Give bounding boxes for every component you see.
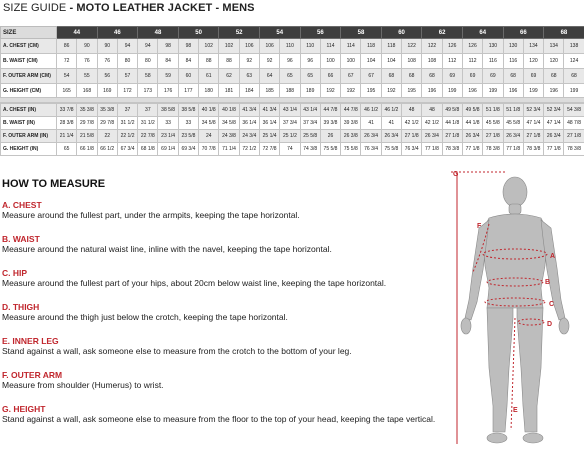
section-text: Measure from shoulder (Humerus) to wrist. <box>2 380 164 390</box>
table-cell: 67 <box>341 69 361 84</box>
table-cell: 49 5/8 <box>442 104 462 117</box>
table-cell: 36 1/4 <box>259 117 279 130</box>
table-cell: 39 3/8 <box>341 117 361 130</box>
table-cell: 120 <box>523 54 543 69</box>
table-cell: 77 1/8 <box>462 143 482 156</box>
table-cell: 26 3/4 <box>503 130 523 143</box>
page-title <box>3 2 255 14</box>
table-cell: 54 <box>57 69 77 84</box>
table-cell: 192 <box>381 84 401 99</box>
table-cell: 199 <box>442 84 462 99</box>
table-cell: 110 <box>300 39 320 54</box>
table-cell: 122 <box>422 39 442 54</box>
table-cell: 40 1/8 <box>199 104 219 117</box>
table-cell: 44 1/8 <box>462 117 482 130</box>
table-cell: 185 <box>259 84 279 99</box>
table-cell: 37 3/4 <box>280 117 300 130</box>
section-text: Measure around the thigh just below the crotch, keeping the tape horizontal. <box>2 312 288 322</box>
section-text: Measure around the natural waist line, inline with the navel, keeping the tape horizontal. <box>2 244 332 254</box>
table-cell: 44 7/8 <box>341 104 361 117</box>
table-cell: 68 <box>402 69 422 84</box>
table-cell: 65 <box>300 69 320 84</box>
table-cell: 130 <box>483 39 503 54</box>
table-cell: 130 <box>503 39 523 54</box>
table-cell: 70 7/8 <box>199 143 219 156</box>
table-cell: 68 1/8 <box>138 143 158 156</box>
table-cell: 45 5/8 <box>503 117 523 130</box>
size-header-cell: 66 <box>503 27 544 39</box>
table-cell: 116 <box>483 54 503 69</box>
section-thigh <box>2 302 288 323</box>
table-cell: 169 <box>97 84 117 99</box>
table-cell: 112 <box>462 54 482 69</box>
table-cell: 41 <box>361 117 381 130</box>
row-label: F. OUTER ARM (CM) <box>1 69 57 84</box>
table-cell: 59 <box>158 69 178 84</box>
how-to-measure-heading: HOW TO MEASURE <box>2 178 106 190</box>
table-cell: 36 1/4 <box>239 117 259 130</box>
size-header-cell: 50 <box>178 27 219 39</box>
table-cell: 68 <box>381 69 401 84</box>
table-cell: 61 <box>199 69 219 84</box>
table-cell: 55 <box>77 69 97 84</box>
table-cell: 41 <box>381 117 401 130</box>
table-cell: 31 1/2 <box>117 117 137 130</box>
table-cell: 76 3/4 <box>361 143 381 156</box>
section-chest <box>2 200 300 221</box>
table-cell: 31 1/2 <box>138 117 158 130</box>
table-cell: 94 <box>117 39 137 54</box>
size-header-row <box>1 27 584 39</box>
section-text: Stand against a wall, ask someone else to measure from the crotch to the bottom of your leg. <box>2 346 352 356</box>
table-cell: 84 <box>178 54 198 69</box>
table-cell: 90 <box>97 39 117 54</box>
table-cell: 120 <box>544 54 564 69</box>
table-cell: 114 <box>341 39 361 54</box>
table-cell: 80 <box>117 54 137 69</box>
marker-e: E <box>513 407 518 414</box>
size-header-cell: 68 <box>544 27 584 39</box>
table-cell: 96 <box>280 54 300 69</box>
marker-g: G <box>453 171 459 178</box>
table-cell: 69 3/4 <box>178 143 198 156</box>
table-cell: 21 5/8 <box>77 130 97 143</box>
table-cell: 25 5/8 <box>300 130 320 143</box>
table-cell: 42 1/2 <box>402 117 422 130</box>
table-cell: 69 <box>462 69 482 84</box>
table-cell: 27 1/8 <box>402 130 422 143</box>
section-heading: A. CHEST <box>2 200 42 210</box>
table-cell: 168 <box>77 84 97 99</box>
table-cell: 37 <box>117 104 137 117</box>
table-cell: 46 1/2 <box>381 104 401 117</box>
section-outer-arm <box>2 370 164 391</box>
table-cell: 67 3/4 <box>117 143 137 156</box>
table-cell: 108 <box>422 54 442 69</box>
section-heading: D. THIGH <box>2 302 40 312</box>
marker-c: C <box>549 301 555 308</box>
table-cell: 110 <box>280 39 300 54</box>
table-cell: 102 <box>219 39 239 54</box>
table-cell: 26 3/4 <box>544 130 564 143</box>
table-cell: 46 1/2 <box>361 104 381 117</box>
table-cell: 38 5/8 <box>158 104 178 117</box>
table-cell: 68 <box>564 69 584 84</box>
table-cell: 189 <box>300 84 320 99</box>
table-cell: 80 <box>138 54 158 69</box>
table-cell: 126 <box>442 39 462 54</box>
table-row <box>1 54 584 69</box>
table-cell: 122 <box>402 39 422 54</box>
table-cell: 35 3/8 <box>77 104 97 117</box>
table-cell: 94 <box>138 39 158 54</box>
table-cell: 63 <box>239 69 259 84</box>
table-cell: 47 1/4 <box>544 117 564 130</box>
table-cell: 65 <box>57 143 77 156</box>
table-cell: 60 <box>178 69 198 84</box>
table-cell: 199 <box>564 84 584 99</box>
table-cell: 27 1/8 <box>564 130 584 143</box>
table-cell: 76 <box>97 54 117 69</box>
body-silhouette <box>461 177 569 443</box>
title-prefix: SIZE GUIDE <box>3 2 67 14</box>
table-cell: 176 <box>158 84 178 99</box>
table-cell: 184 <box>239 84 259 99</box>
section-waist <box>2 234 332 255</box>
table-cell: 26 3/4 <box>462 130 482 143</box>
table-cell: 108 <box>402 54 422 69</box>
table-cell: 48 <box>402 104 422 117</box>
table-cell: 34 5/8 <box>199 117 219 130</box>
table-cell: 26 3/4 <box>422 130 442 143</box>
table-cell: 27 1/8 <box>442 130 462 143</box>
table-cell: 44 7/8 <box>320 104 340 117</box>
size-header-cell: 64 <box>462 27 503 39</box>
table-cell: 29 7/8 <box>77 117 97 130</box>
table-cell: 71 1/4 <box>219 143 239 156</box>
table-row <box>1 104 584 117</box>
table-cell: 104 <box>381 54 401 69</box>
table-cell: 22 <box>97 130 117 143</box>
table-cell: 77 1/8 <box>422 143 442 156</box>
table-cell: 196 <box>462 84 482 99</box>
table-cell: 41 3/4 <box>259 104 279 117</box>
section-text: Measure around the fullest part of your hips, about 20cm below waist line, keeping the tape horizontal. <box>2 278 387 288</box>
table-cell: 26 <box>320 130 340 143</box>
size-header-cell: 54 <box>259 27 300 39</box>
table-cell: 68 <box>503 69 523 84</box>
table-cell: 106 <box>239 39 259 54</box>
table-cell: 38 5/8 <box>178 104 198 117</box>
table-cell: 77 1/8 <box>503 143 523 156</box>
table-cell: 21 1/4 <box>57 130 77 143</box>
row-label: G. HEIGHT (IN) <box>1 143 57 156</box>
table-cell: 78 3/8 <box>523 143 543 156</box>
table-cell: 25 1/2 <box>280 130 300 143</box>
table-cell: 138 <box>564 39 584 54</box>
row-label: B. WAIST (CM) <box>1 54 57 69</box>
table-cell: 74 3/8 <box>300 143 320 156</box>
section-height <box>2 404 435 425</box>
table-cell: 195 <box>402 84 422 99</box>
section-text: Measure around the fullest part, under the armpits, keeping the tape horizontal. <box>2 210 300 220</box>
table-cell: 33 7/8 <box>57 104 77 117</box>
table-cell: 199 <box>523 84 543 99</box>
table-cell: 90 <box>77 39 97 54</box>
table-cell: 24 3/8 <box>219 130 239 143</box>
table-cell: 33 <box>158 117 178 130</box>
size-header-cell: 62 <box>422 27 463 39</box>
table-cell: 75 5/8 <box>341 143 361 156</box>
table-cell: 76 <box>77 54 97 69</box>
table-cell: 37 <box>138 104 158 117</box>
table-cell: 25 1/4 <box>259 130 279 143</box>
table-cell: 77 1/8 <box>544 143 564 156</box>
table-cell: 35 3/8 <box>97 104 117 117</box>
table-cell: 27 1/8 <box>483 130 503 143</box>
row-label: G. HEIGHT (CM) <box>1 84 57 99</box>
table-cell: 134 <box>523 39 543 54</box>
table-cell: 27 1/8 <box>523 130 543 143</box>
section-hip <box>2 268 386 289</box>
table-cell: 40 1/8 <box>219 104 239 117</box>
table-cell: 66 1/2 <box>97 143 117 156</box>
table-cell: 192 <box>320 84 340 99</box>
table-cell: 29 7/8 <box>97 117 117 130</box>
row-label: F. OUTER ARM (IN) <box>1 130 57 143</box>
table-cell: 172 <box>117 84 137 99</box>
table-cell: 34 5/8 <box>219 117 239 130</box>
table-cell: 104 <box>361 54 381 69</box>
table-cell: 66 1/8 <box>77 143 97 156</box>
table-cell: 126 <box>462 39 482 54</box>
table-cell: 37 3/4 <box>300 117 320 130</box>
table-cell: 106 <box>259 39 279 54</box>
table-cell: 78 3/8 <box>442 143 462 156</box>
size-header-cell: 58 <box>341 27 382 39</box>
table-cell: 51 1/8 <box>483 104 503 117</box>
marker-a: A <box>550 253 556 260</box>
table-cell: 116 <box>503 54 523 69</box>
table-cell: 181 <box>219 84 239 99</box>
table-cell: 92 <box>259 54 279 69</box>
table-cell: 196 <box>503 84 523 99</box>
table-cell: 134 <box>544 39 564 54</box>
table-cell: 102 <box>199 39 219 54</box>
table-cell: 48 7/8 <box>564 117 584 130</box>
marker-f: F <box>477 223 482 230</box>
table-cell: 57 <box>117 69 137 84</box>
table-cell: 74 <box>280 143 300 156</box>
table-cell: 51 1/8 <box>503 104 523 117</box>
size-header-cell: 56 <box>300 27 341 39</box>
table-cell: 173 <box>138 84 158 99</box>
section-heading: E. INNER LEG <box>2 336 59 346</box>
table-cell: 88 <box>219 54 239 69</box>
table-cell: 96 <box>300 54 320 69</box>
table-cell: 196 <box>544 84 564 99</box>
table-cell: 62 <box>219 69 239 84</box>
marker-d: D <box>547 321 553 328</box>
table-cell: 22 7/8 <box>138 130 158 143</box>
table-cell: 177 <box>178 84 198 99</box>
section-heading: F. OUTER ARM <box>2 370 63 380</box>
table-cell: 52 3/4 <box>523 104 543 117</box>
table-cell: 24 <box>199 130 219 143</box>
table-cell: 23 5/8 <box>178 130 198 143</box>
table-cell: 195 <box>361 84 381 99</box>
table-cell: 45 5/8 <box>483 117 503 130</box>
table-cell: 98 <box>158 39 178 54</box>
table-cell: 72 7/8 <box>259 143 279 156</box>
table-cell: 98 <box>178 39 198 54</box>
table-cell: 43 1/4 <box>300 104 320 117</box>
table-cell: 23 1/4 <box>158 130 178 143</box>
size-header-cell: 48 <box>138 27 179 39</box>
table-cell: 196 <box>422 84 442 99</box>
table-cell: 69 <box>483 69 503 84</box>
table-cell: 72 <box>57 54 77 69</box>
table-cell: 75 5/8 <box>381 143 401 156</box>
table-cell: 52 3/4 <box>544 104 564 117</box>
table-cell: 86 <box>57 39 77 54</box>
table-cell: 65 <box>280 69 300 84</box>
table-row <box>1 39 584 54</box>
table-row <box>1 143 584 156</box>
table-cell: 47 1/4 <box>523 117 543 130</box>
table-cell: 33 <box>178 117 198 130</box>
table-cell: 199 <box>483 84 503 99</box>
table-cell: 192 <box>341 84 361 99</box>
table-cell: 49 5/8 <box>462 104 482 117</box>
table-cell: 118 <box>361 39 381 54</box>
table-cell: 88 <box>199 54 219 69</box>
table-cell: 72 1/2 <box>239 143 259 156</box>
table-cell: 28 3/8 <box>57 117 77 130</box>
table-cell: 69 1/4 <box>158 143 178 156</box>
table-cell: 114 <box>320 39 340 54</box>
table-cell: 26 3/4 <box>361 130 381 143</box>
table-cell: 44 1/8 <box>442 117 462 130</box>
size-table-cm <box>0 26 584 99</box>
table-cell: 100 <box>341 54 361 69</box>
table-cell: 68 <box>422 69 442 84</box>
size-header-label: SIZE <box>1 27 57 39</box>
table-cell: 42 1/2 <box>422 117 442 130</box>
table-cell: 67 <box>361 69 381 84</box>
table-row <box>1 69 584 84</box>
table-cell: 41 3/4 <box>239 104 259 117</box>
size-header-cell: 60 <box>381 27 422 39</box>
table-cell: 100 <box>320 54 340 69</box>
body-figure-svg <box>447 168 584 450</box>
table-cell: 48 <box>422 104 442 117</box>
section-heading: C. HIP <box>2 268 28 278</box>
row-label: A. CHEST (IN) <box>1 104 57 117</box>
table-cell: 69 <box>523 69 543 84</box>
table-cell: 92 <box>239 54 259 69</box>
table-cell: 24 3/4 <box>239 130 259 143</box>
size-header-cell: 46 <box>97 27 138 39</box>
body-measurement-figure <box>447 168 584 450</box>
table-cell: 124 <box>564 54 584 69</box>
table-cell: 165 <box>57 84 77 99</box>
title-main: - MOTO LEATHER JACKET - MENS <box>66 2 255 14</box>
section-text: Stand against a wall, ask someone else to measure from the floor to the top of your head, keeping the tape vertical. <box>2 414 436 424</box>
table-cell: 78 3/8 <box>564 143 584 156</box>
table-cell: 58 <box>138 69 158 84</box>
table-cell: 76 3/4 <box>402 143 422 156</box>
section-heading: G. HEIGHT <box>2 404 46 414</box>
row-label: A. CHEST (CM) <box>1 39 57 54</box>
section-inner-leg <box>2 336 352 357</box>
table-cell: 180 <box>199 84 219 99</box>
table-cell: 118 <box>381 39 401 54</box>
table-cell: 112 <box>442 54 462 69</box>
table-cell: 26 3/8 <box>341 130 361 143</box>
size-table-in <box>0 103 584 156</box>
table-row <box>1 130 584 143</box>
section-heading: B. WAIST <box>2 234 40 244</box>
table-cell: 84 <box>158 54 178 69</box>
table-cell: 66 <box>320 69 340 84</box>
table-cell: 43 1/4 <box>280 104 300 117</box>
marker-b: B <box>545 279 551 286</box>
table-cell: 54 3/8 <box>564 104 584 117</box>
table-cell: 26 3/4 <box>381 130 401 143</box>
table-cell: 56 <box>97 69 117 84</box>
size-header-cell: 52 <box>219 27 260 39</box>
table-cell: 78 3/8 <box>483 143 503 156</box>
table-cell: 22 1/2 <box>117 130 137 143</box>
table-cell: 75 5/8 <box>320 143 340 156</box>
row-label: B. WAIST (IN) <box>1 117 57 130</box>
table-cell: 188 <box>280 84 300 99</box>
size-header-cell: 44 <box>57 27 98 39</box>
table-cell: 68 <box>544 69 564 84</box>
table-cell: 69 <box>442 69 462 84</box>
table-row <box>1 117 584 130</box>
table-cell: 39 3/8 <box>320 117 340 130</box>
table-cell: 64 <box>259 69 279 84</box>
